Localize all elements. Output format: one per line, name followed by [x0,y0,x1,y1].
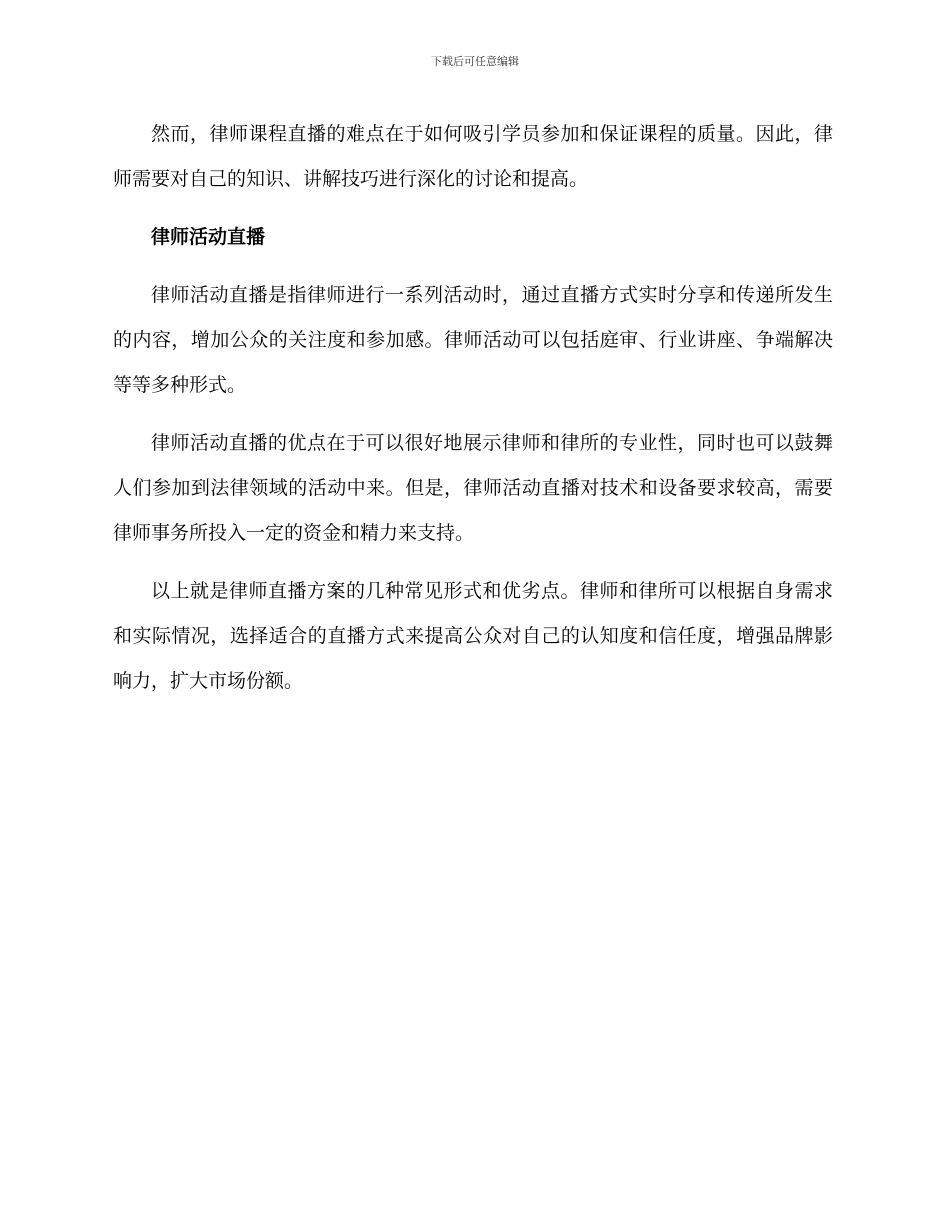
document-body [113,112,833,717]
paragraph-conclusion: 以上就是律师直播方案的几种常见形式和优劣点。律师和律所可以根据自身需求和实际情况，选择适合的直播方式来提高公众对自己的认知度和信任度，增强品牌影响力，扩大市场份额。 [113,580,833,692]
paragraph-activity-pros-cons: 律师活动直播的优点在于可以很好地展示律师和律所的专业性，同时也可以鼓舞人们参加到法律领域的活动中来。但是，律师活动直播对技术和设备要求较高，需要律师事务所投入一定的资金和精力来支持。 [113,432,833,544]
paragraph-course-difficulty: 然而，律师课程直播的难点在于如何吸引学员参加和保证课程的质量。因此，律师需要对自己的知识、讲解技巧进行深化的讨论和提高。 [113,123,833,190]
page-header: 下载后可任意编辑 [431,55,519,68]
paragraph-activity-definition: 律师活动直播是指律师进行一系列活动时，通过直播方式实时分享和传递所发生的内容，增加公众的关注度和参加感。律师活动可以包括庭审、行业讲座、争端解决等等多种形式。 [113,284,833,396]
section-heading-activity-live: 律师活动直播 [151,226,266,248]
